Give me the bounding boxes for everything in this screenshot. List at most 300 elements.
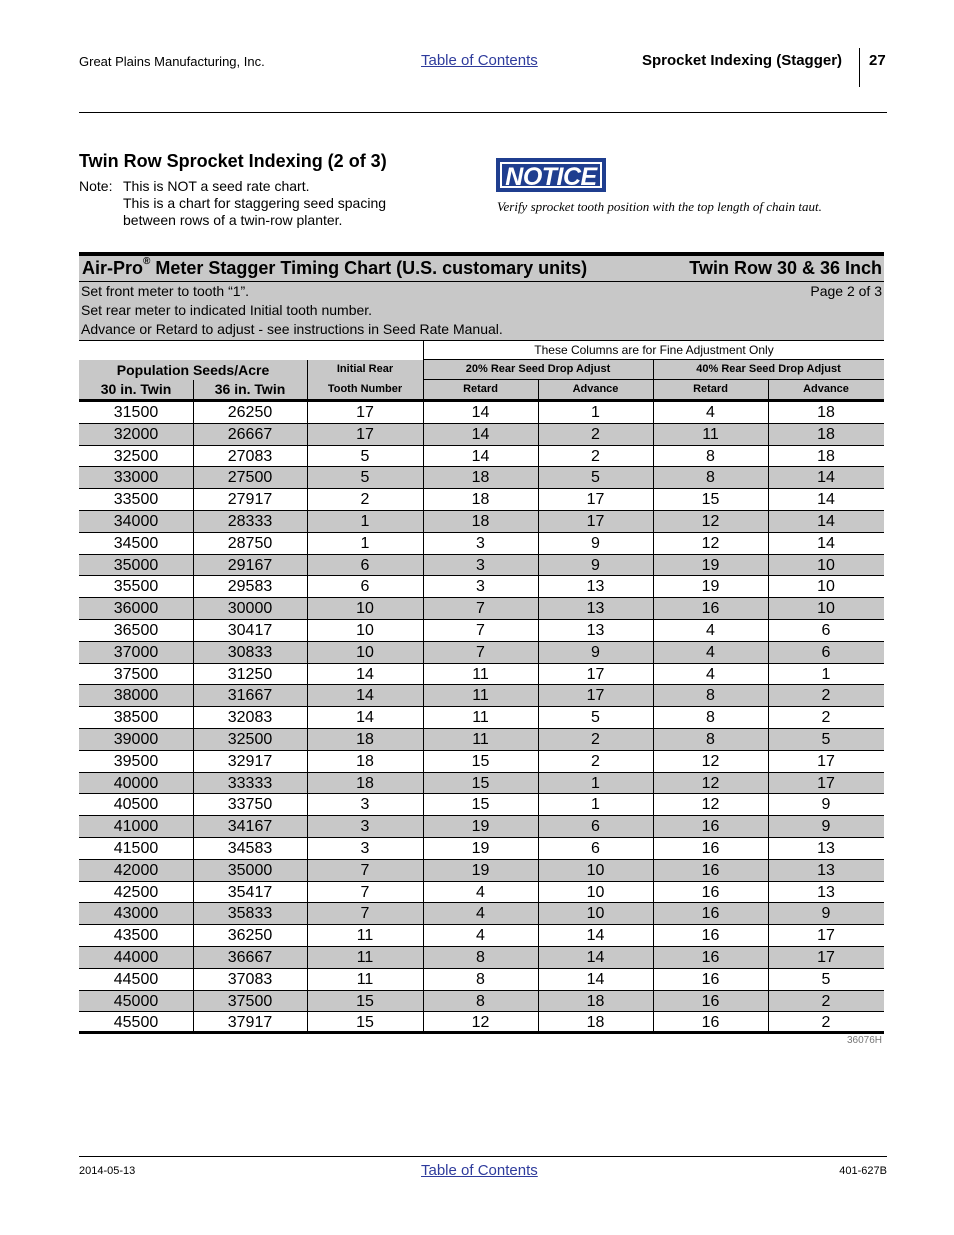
- column-divider: [193, 969, 194, 990]
- column-divider: [307, 402, 308, 423]
- cell-advance-20: 2: [591, 752, 600, 770]
- cell-advance-20: 17: [586, 512, 605, 530]
- column-divider: [653, 511, 654, 532]
- column-divider: [307, 467, 308, 488]
- column-divider: [307, 511, 308, 532]
- column-divider: [307, 903, 308, 924]
- cell-advance-20: 1: [591, 774, 600, 792]
- column-divider: [653, 489, 654, 510]
- cell-initial-rear-tooth: 3: [360, 796, 370, 814]
- column-divider: [193, 816, 194, 837]
- cell-population-30in: 43000: [113, 905, 159, 923]
- column-divider: [193, 664, 194, 685]
- table-row: [79, 729, 884, 751]
- column-divider: [653, 773, 654, 794]
- cell-population-30in: 44500: [113, 970, 159, 988]
- header-divider: [768, 380, 769, 399]
- chart-title: [82, 258, 587, 279]
- cell-initial-rear-tooth: 11: [356, 948, 374, 966]
- column-divider: [307, 773, 308, 794]
- cell-initial-rear-tooth: 15: [356, 1014, 374, 1032]
- table-row: [79, 446, 884, 468]
- table-row: [79, 707, 884, 729]
- cell-advance-20: 2: [591, 730, 600, 748]
- table-row: [79, 576, 884, 598]
- column-divider: [538, 816, 539, 837]
- table-row: [79, 860, 884, 882]
- notice-badge-label: NOTICE: [500, 162, 602, 188]
- cell-population-30in: 33500: [113, 491, 159, 509]
- cell-population-36in: 26667: [227, 425, 273, 443]
- cell-initial-rear-tooth: 10: [356, 621, 374, 639]
- cell-population-36in: 29167: [227, 556, 273, 574]
- cell-population-36in: 32083: [227, 709, 273, 727]
- cell-population-30in: 42000: [113, 861, 159, 879]
- column-divider: [653, 446, 654, 467]
- column-divider: [193, 903, 194, 924]
- cell-retard-20: 4: [476, 927, 485, 945]
- cell-population-36in: 28750: [227, 534, 273, 552]
- column-divider: [768, 576, 769, 597]
- cell-initial-rear-tooth: 5: [360, 469, 370, 487]
- cell-initial-rear-tooth: 14: [356, 687, 374, 705]
- column-divider: [768, 642, 769, 663]
- column-divider: [538, 576, 539, 597]
- cell-initial-rear-tooth: 18: [356, 730, 374, 748]
- header-divider: [193, 380, 194, 399]
- cell-population-36in: 27500: [227, 469, 273, 487]
- cell-advance-40: 2: [821, 1014, 831, 1032]
- instruction-line: Advance or Retard to adjust - see instructions in Seed Rate Manual.: [81, 321, 503, 337]
- table-row: [79, 489, 884, 511]
- table-of-contents-link-top[interactable]: Table of Contents: [421, 52, 538, 69]
- cell-population-30in: 38500: [113, 709, 159, 727]
- cell-population-30in: 37500: [113, 665, 159, 683]
- notice-text: Verify sprocket tooth position with the top length of chain taut.: [497, 199, 822, 214]
- column-divider: [768, 751, 769, 772]
- column-divider: [768, 947, 769, 968]
- cell-population-36in: 31250: [227, 665, 273, 683]
- cell-retard-40: 8: [706, 447, 715, 465]
- cell-retard-20: 7: [476, 621, 485, 639]
- table-of-contents-link-bottom[interactable]: Table of Contents: [421, 1162, 538, 1179]
- column-divider: [193, 925, 194, 946]
- column-divider: [193, 882, 194, 903]
- table-row: [79, 598, 884, 620]
- cell-retard-40: 12: [701, 752, 720, 770]
- column-divider: [538, 903, 539, 924]
- cell-retard-40: 16: [701, 818, 720, 836]
- registered-mark: ®: [143, 256, 151, 267]
- cell-retard-20: 18: [471, 512, 490, 530]
- cell-advance-40: 14: [817, 534, 835, 552]
- table-row: [79, 402, 884, 424]
- cell-advance-20: 18: [586, 1014, 605, 1032]
- column-divider: [768, 489, 769, 510]
- column-divider: [538, 860, 539, 881]
- advance-20-header: Advance: [572, 383, 619, 395]
- cell-population-36in: 30000: [227, 600, 273, 618]
- cell-retard-20: 11: [472, 687, 489, 705]
- cell-initial-rear-tooth: 17: [356, 404, 374, 421]
- chart-page-indicator: Page 2 of 3: [810, 283, 882, 299]
- cell-initial-rear-tooth: 17: [356, 425, 374, 443]
- cell-initial-rear-tooth: 7: [360, 861, 370, 879]
- cell-advance-40: 6: [821, 621, 831, 639]
- column-divider: [653, 751, 654, 772]
- cell-initial-rear-tooth: 18: [356, 752, 374, 770]
- cell-retard-40: 16: [701, 861, 720, 879]
- tooth-number-header: Tooth Number: [327, 383, 403, 395]
- column-divider: [193, 402, 194, 423]
- cell-retard-20: 14: [471, 447, 490, 465]
- cell-initial-rear-tooth: 14: [356, 709, 374, 727]
- instruction-line: Set front meter to tooth “1”.: [81, 283, 250, 299]
- cell-population-36in: 32500: [227, 730, 273, 748]
- cell-population-36in: 35833: [227, 905, 273, 923]
- cell-retard-40: 4: [706, 643, 715, 661]
- stagger-timing-table: [79, 402, 884, 1034]
- cell-population-30in: 32500: [113, 447, 159, 465]
- column-divider: [307, 555, 308, 576]
- column-divider: [423, 533, 424, 554]
- cell-advance-20: 6: [591, 818, 600, 836]
- column-divider: [193, 598, 194, 619]
- column-divider: [653, 555, 654, 576]
- column-divider: [423, 642, 424, 663]
- table-row: [79, 555, 884, 577]
- cell-population-30in: 34000: [113, 512, 159, 530]
- column-divider: [653, 533, 654, 554]
- cell-advance-40: 6: [821, 643, 831, 661]
- cell-retard-20: 15: [471, 796, 490, 814]
- column-divider: [768, 664, 769, 685]
- column-divider: [307, 576, 308, 597]
- cell-initial-rear-tooth: 7: [360, 905, 370, 923]
- column-divider: [653, 882, 654, 903]
- column-divider: [423, 816, 424, 837]
- column-divider: [307, 816, 308, 837]
- column-divider: [193, 424, 194, 445]
- column-divider: [538, 729, 539, 750]
- column-divider: [423, 903, 424, 924]
- advance-40-header: Advance: [803, 383, 849, 395]
- column-divider: [193, 947, 194, 968]
- cell-population-36in: 33750: [227, 796, 273, 814]
- cell-retard-40: 4: [706, 404, 715, 421]
- cell-retard-40: 12: [701, 534, 720, 552]
- column-divider: [768, 707, 769, 728]
- column-divider: [653, 402, 654, 423]
- cell-retard-20: 4: [476, 883, 485, 901]
- cell-initial-rear-tooth: 2: [360, 491, 370, 509]
- cell-retard-20: 3: [476, 556, 485, 574]
- column-divider: [307, 947, 308, 968]
- cell-advance-40: 14: [817, 491, 835, 509]
- cell-population-30in: 33000: [113, 469, 159, 487]
- table-row: [79, 882, 884, 904]
- cell-population-30in: 41000: [113, 818, 159, 836]
- cell-retard-40: 16: [701, 992, 720, 1010]
- cell-population-30in: 35500: [113, 578, 159, 596]
- cell-advance-40: 2: [821, 992, 831, 1010]
- cell-population-30in: 45000: [113, 992, 159, 1010]
- column-divider: [768, 838, 769, 859]
- cell-retard-40: 8: [706, 730, 715, 748]
- population-header: Population Seeds/Acre: [116, 362, 270, 378]
- column-divider: [538, 794, 539, 815]
- cell-population-36in: 33333: [227, 774, 273, 792]
- column-divider: [653, 685, 654, 706]
- table-bottom-rule: [79, 1031, 884, 1034]
- figure-code: 36076H: [846, 1035, 882, 1046]
- cell-population-30in: 39000: [113, 730, 159, 748]
- chart-title-right: Twin Row 30 & 36 Inch: [689, 258, 882, 278]
- cell-advance-20: 2: [591, 447, 600, 465]
- cell-advance-20: 6: [591, 839, 600, 857]
- cell-advance-40: 9: [821, 796, 831, 814]
- cell-advance-20: 2: [591, 425, 600, 443]
- cell-retard-40: 12: [701, 796, 720, 814]
- column-divider: [423, 598, 424, 619]
- column-divider: [193, 555, 194, 576]
- table-row: [79, 903, 884, 925]
- column-divider: [193, 642, 194, 663]
- header-divider: [538, 380, 539, 399]
- column-divider: [538, 773, 539, 794]
- table-row: [79, 947, 884, 969]
- cell-retard-40: 19: [701, 578, 720, 596]
- cell-retard-20: 7: [476, 643, 485, 661]
- pct40-header: 40% Rear Seed Drop Adjust: [696, 363, 841, 375]
- column-divider: [768, 816, 769, 837]
- column-divider: [768, 882, 769, 903]
- cell-advance-20: 14: [586, 927, 605, 945]
- cell-retard-20: 18: [471, 469, 490, 487]
- cell-advance-40: 2: [821, 709, 831, 727]
- cell-retard-20: 8: [476, 948, 485, 966]
- cell-population-36in: 34167: [227, 818, 273, 836]
- cell-advance-40: 13: [817, 839, 835, 857]
- column-divider: [307, 533, 308, 554]
- cell-retard-40: 16: [701, 948, 720, 966]
- column-divider: [538, 489, 539, 510]
- header-subrule: [423, 379, 884, 380]
- cell-advance-20: 14: [586, 970, 605, 988]
- page-number: 27: [869, 52, 886, 69]
- cell-population-30in: 41500: [113, 839, 159, 857]
- column-divider: [653, 707, 654, 728]
- note-line: This is a chart for staggering seed spacing: [123, 195, 387, 211]
- column-divider: [538, 446, 539, 467]
- column-divider: [423, 555, 424, 576]
- column-divider: [193, 794, 194, 815]
- column-divider: [768, 860, 769, 881]
- cell-retard-40: 16: [701, 883, 720, 901]
- column-divider: [653, 860, 654, 881]
- table-row: [79, 838, 884, 860]
- column-divider: [768, 685, 769, 706]
- column-divider: [538, 991, 539, 1012]
- column-divider: [423, 838, 424, 859]
- cell-initial-rear-tooth: 10: [356, 643, 374, 661]
- column-divider: [653, 969, 654, 990]
- cell-advance-20: 1: [591, 404, 600, 421]
- header-divider: [307, 360, 308, 399]
- footer-date: 2014-05-13: [79, 1165, 136, 1177]
- header-rule: [79, 112, 887, 113]
- column-divider: [768, 969, 769, 990]
- cell-initial-rear-tooth: 6: [360, 556, 370, 574]
- cell-advance-20: 10: [586, 861, 605, 879]
- column-divider: [768, 555, 769, 576]
- cell-advance-40: 5: [821, 970, 831, 988]
- column-divider: [538, 664, 539, 685]
- column-divider: [653, 467, 654, 488]
- column-divider: [193, 838, 194, 859]
- cell-initial-rear-tooth: 3: [360, 839, 370, 857]
- cell-advance-40: 14: [817, 512, 835, 530]
- cell-retard-40: 19: [701, 556, 720, 574]
- column-divider: [307, 794, 308, 815]
- note-text: [123, 178, 386, 229]
- table-row: [79, 685, 884, 707]
- table-row: [79, 664, 884, 686]
- cell-population-30in: 43500: [113, 927, 159, 945]
- cell-retard-40: 16: [701, 600, 720, 618]
- column-divider: [423, 489, 424, 510]
- column-divider: [653, 642, 654, 663]
- cell-retard-20: 15: [471, 774, 490, 792]
- cell-population-30in: 37000: [113, 643, 159, 661]
- cell-retard-40: 16: [701, 1014, 720, 1032]
- instruction-line: Set rear meter to indicated Initial tooth number.: [81, 302, 373, 318]
- cell-retard-40: 16: [701, 927, 720, 945]
- cell-retard-20: 12: [471, 1014, 490, 1032]
- cell-advance-20: 14: [586, 948, 605, 966]
- column-divider: [768, 729, 769, 750]
- cell-advance-20: 17: [586, 491, 605, 509]
- column-divider: [307, 424, 308, 445]
- cell-population-30in: 36000: [113, 600, 159, 618]
- retard-40-header: Retard: [693, 383, 728, 395]
- cell-advance-20: 5: [591, 709, 600, 727]
- column-divider: [538, 947, 539, 968]
- cell-advance-20: 17: [586, 687, 605, 705]
- column-divider: [307, 882, 308, 903]
- cell-advance-20: 1: [591, 796, 600, 814]
- cell-retard-20: 3: [476, 578, 485, 596]
- cell-advance-40: 14: [817, 469, 835, 487]
- column-divider: [538, 685, 539, 706]
- cell-population-30in: 45500: [113, 1014, 159, 1032]
- column-divider: [653, 424, 654, 445]
- cell-retard-20: 19: [471, 839, 490, 857]
- cell-advance-20: 18: [586, 992, 605, 1010]
- cell-retard-20: 7: [476, 600, 485, 618]
- column-divider: [768, 773, 769, 794]
- cell-initial-rear-tooth: 7: [360, 883, 370, 901]
- cell-retard-20: 19: [471, 861, 490, 879]
- column-divider: [307, 707, 308, 728]
- column-divider: [307, 489, 308, 510]
- column-divider: [538, 642, 539, 663]
- column-divider: [768, 925, 769, 946]
- column-divider: [538, 620, 539, 641]
- column-divider: [653, 925, 654, 946]
- column-divider: [423, 991, 424, 1012]
- table-row: [79, 925, 884, 947]
- column-divider: [193, 511, 194, 532]
- column-divider: [307, 838, 308, 859]
- column-divider: [538, 751, 539, 772]
- cell-population-30in: 34500: [113, 534, 159, 552]
- column-divider: [307, 1012, 308, 1033]
- note-label: Note:: [79, 178, 113, 194]
- column-divider: [423, 751, 424, 772]
- cell-retard-40: 15: [701, 491, 720, 509]
- cell-initial-rear-tooth: 6: [360, 578, 370, 596]
- cell-initial-rear-tooth: 14: [356, 665, 374, 683]
- cell-advance-20: 13: [586, 621, 605, 639]
- pct20-header: 20% Rear Seed Drop Adjust: [465, 363, 611, 375]
- column-divider: [193, 773, 194, 794]
- notice-badge: [496, 158, 606, 192]
- column-divider: [193, 991, 194, 1012]
- cell-retard-20: 4: [476, 905, 485, 923]
- table-row: [79, 773, 884, 795]
- document-number: 401-627B: [839, 1165, 887, 1177]
- column-divider: [768, 1012, 769, 1033]
- table-row: [79, 794, 884, 816]
- column-divider: [423, 685, 424, 706]
- column-divider: [423, 467, 424, 488]
- column-divider: [193, 576, 194, 597]
- column-divider: [653, 794, 654, 815]
- column-divider: [653, 729, 654, 750]
- column-divider: [768, 794, 769, 815]
- header-divider: [859, 48, 860, 87]
- cell-initial-rear-tooth: 3: [360, 818, 370, 836]
- cell-advance-20: 17: [586, 665, 605, 683]
- cell-population-30in: 35000: [113, 556, 159, 574]
- column-divider: [193, 467, 194, 488]
- cell-population-36in: 35417: [227, 883, 273, 901]
- section-title: Sprocket Indexing (Stagger): [642, 52, 843, 69]
- column-divider: [538, 1012, 539, 1033]
- cell-population-36in: 32917: [227, 752, 273, 770]
- cell-retard-20: 8: [476, 970, 485, 988]
- table-row: [79, 533, 884, 555]
- cell-population-36in: 28333: [227, 512, 273, 530]
- column-divider: [193, 1012, 194, 1033]
- cell-population-30in: 36500: [113, 621, 159, 639]
- cell-advance-20: 5: [591, 469, 600, 487]
- column-divider: [307, 925, 308, 946]
- table-row: [79, 467, 884, 489]
- column-divider: [307, 969, 308, 990]
- column-divider: [307, 991, 308, 1012]
- column-divider: [307, 642, 308, 663]
- cell-advance-20: 13: [586, 600, 605, 618]
- column-divider: [653, 838, 654, 859]
- fine-adjustment-note: These Columns are for Fine Adjustment Only: [423, 340, 884, 360]
- column-divider: [768, 511, 769, 532]
- cell-retard-20: 18: [471, 491, 490, 509]
- table-row: [79, 991, 884, 1013]
- cell-retard-40: 4: [706, 621, 715, 639]
- column-divider: [768, 467, 769, 488]
